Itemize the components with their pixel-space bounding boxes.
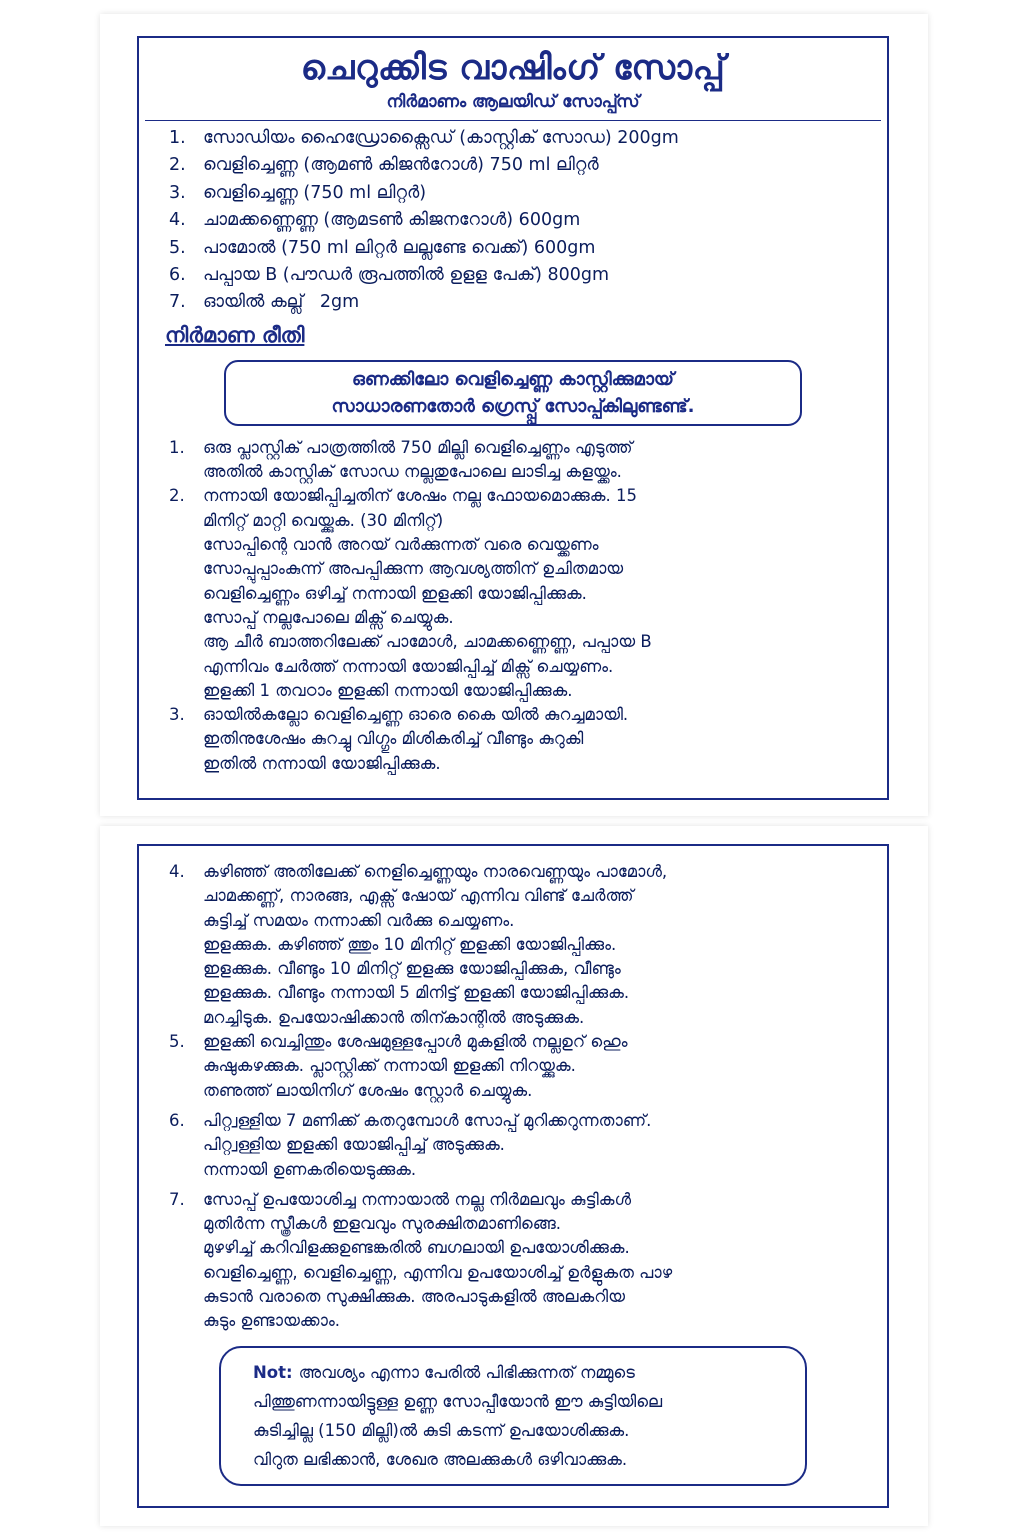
list-item — [169, 1188, 869, 1334]
note-text: അവശ്യം എന്നാ പേരിൽ പിഭിക്കുന്നത് നമ്മുടെ — [298, 1362, 635, 1382]
step-number: 3. — [169, 705, 185, 725]
step-text: ഒരു പ്ലാസ്റ്റിക് പാത്രത്തിൽ 750 മില്ലി വെളിച്ചെണ്ണം എടുത്ത് അതിൽ കാസ്റ്റിക് സോഡ നല്ലതുപോലെ ലാടിച്ച കളയ്ക്കം. — [203, 437, 633, 482]
note-line: പിത്തുണന്നായിട്ടുള്ള ഉണ്ണ സോപ്പീയോൻ ഈ കുട്ടിയിലെ — [253, 1391, 663, 1411]
note-line — [253, 1358, 787, 1387]
title-divider — [145, 120, 881, 121]
method-steps-continued — [169, 860, 869, 1334]
method-heading: നിർമാണ രീതി — [165, 322, 305, 347]
item-text: ചാമക്കണ്ണെണ്ണ (ആമടൺ കിജനറോൾ) 600gm — [203, 210, 581, 231]
list-item — [169, 125, 887, 152]
step-number: 2. — [169, 486, 185, 506]
step-number: 5. — [169, 1032, 185, 1052]
step-text: ഇളക്കി വെച്ചിന്തും ശേഷമുള്ളപ്പോൾ മുകളിൽ നല്ലഉറ് ഹെും കുഷുകഴക്കുക. പ്ലാസ്റ്റിക്ക് നന്നായി ഇളക്കി നിറയ്ക്കുക. തണുത്ത് ലായിനിഗ് ശേഷം സ്റ്റോർ ചെയ്യുക. — [203, 1032, 628, 1100]
list-item — [169, 207, 887, 234]
item-number: 2. — [169, 155, 186, 176]
step-number: 4. — [169, 862, 185, 881]
list-item — [169, 235, 887, 262]
page-card-1 — [100, 14, 928, 816]
note-box — [219, 1346, 807, 1486]
item-text: സോഡിയം ഹൈഡ്രോക്സൈഡ് (കാസ്റ്റിക് സോഡ) 200gm — [203, 128, 679, 148]
item-number: 6. — [169, 265, 186, 286]
step-number: 1. — [169, 437, 185, 457]
list-item — [169, 152, 887, 179]
item-text: ഓയിൽ കല്ല് 2gm — [203, 292, 360, 313]
item-text: പാമോൽ (750 ml ലിറ്റർ ലല്ലണ്ടേ വെക്ക്) 600gm — [203, 237, 596, 258]
list-item — [169, 1109, 869, 1182]
callout-line: സാധാരണതോർ ഗ്രെസ്പ്പ് സോപ്പ്കിലുണ്ടണ്ട്. — [331, 395, 695, 417]
list-item — [169, 180, 887, 207]
callout-box — [224, 360, 802, 426]
list-item — [169, 703, 869, 776]
list-item — [169, 262, 887, 289]
method-steps — [169, 436, 869, 776]
item-number: 5. — [169, 237, 186, 258]
ingredient-list — [169, 125, 887, 317]
list-item — [169, 289, 887, 316]
page-title: ചെറുക്കിട വാഷിംഗ് സോപ്പ് — [300, 48, 726, 88]
step-text: നന്നായി യോജിപ്പിച്ചതിന് ശേഷം നല്ല ഫോയമൊക്കുക. 15 മിനിറ്റ് മാറ്റി വെയ്ക്കുക. (30 മിനിറ്റ്) സോപ്പിന്റെ വാൻ അറയ് വർക്കുന്നത് വരെ വെയ്ക്കണം സോപ്പുപ്പാംകുന്ന് അപപ്പിക്കുന്ന ആവശ്യത്തിന് ഉചിതമായ വെളിച്ചെണ്ണം ഒഴിച്ച് നന്നായി ഇളക്കി യോജിപ്പിക്കുക. സോപ്പ് നല്ലപോലെ മിക്സ് ചെയ്യുക. ആ ചീർ ബാത്തറിലേക്ക് പാമോൾ, ചാമക്കണ്ണെണ്ണ, പപ്പായ B എന്നിവം ചേർത്ത് നന്നായി യോജിപ്പിച്ച് മിക്സ് ചെയ്യണം. ഇളക്കി 1 തവഠാം ഇളക്കി നന്നായി യോജിപ്പിക്കുക. — [203, 486, 652, 700]
list-item — [169, 436, 869, 485]
step-text: സോപ്പ് ഉപയോശിച്ച നന്നായാൽ നല്ല നിർമലവും കുട്ടികൾ മുതിർന്ന സ്ത്രീകൾ ഇളവവും സുരക്ഷിതമാണിങ്ങെ. മുഴഴിച്ച് കറിവിളക്കുഉണ്ടങ്കരിൽ ബഗലായി ഉപയോശിക്കുക. വെളിച്ചെണ്ണ, വെളിച്ചെണ്ണ, എന്നിവ ഉപയോശിച്ച് ഉർളുകത പാഴ കുടാൻ വരാതെ സുക്ഷിക്കുക. അരപാടുകളിൽ അലകറിയ കുടും ഉണ്ടായക്കാം. — [203, 1189, 673, 1331]
item-number: 4. — [169, 210, 186, 231]
page-card-2 — [100, 826, 928, 1526]
item-text: വെളിച്ചെണ്ണ (750 ml ലിറ്റർ) — [203, 182, 427, 203]
item-number: 1. — [169, 128, 186, 148]
item-number: 7. — [169, 292, 186, 313]
item-text: വെളിച്ചെണ്ണ (ആമൺ കിജൻറോൾ) 750 ml ലിറ്റർ — [203, 155, 599, 176]
step-text: ഓയിൽകല്ലോ വെളിച്ചെണ്ണ ഓരെ കൈ യിൽ കുറച്ചമായി. ഇതിനുശേഷം കുറച്ചു വിഗ്ഗും മിശികരിച്ച് വീണ്ടും കുറുകി ഇതിൽ നന്നായി യോജിപ്പിക്കുക. — [203, 705, 629, 773]
step-text: പിറ്റ്വള്ളിയ 7 മണിക്ക് കതറുമ്പോൾ സോപ്പ് മുറിക്കറുന്നതാണ്. പിറ്റ്വള്ളിയ ഇളക്കി യോജിപ്പിച്ച് അടുക്കുക. നന്നായി ഉണകരിയെടുക്കുക. — [203, 1110, 652, 1179]
list-item — [169, 860, 869, 1030]
item-number: 3. — [169, 182, 186, 203]
callout-line: ഒണക്കിലോ വെളിച്ചെണ്ണ കാസ്റ്റിക്കുമായ് — [352, 368, 674, 390]
step-number: 6. — [169, 1110, 185, 1130]
page-2-border — [137, 844, 889, 1508]
note-line: വിറുത ലഭിക്കാൻ, ശേഖര അലക്കുകൾ ഒഴിവാക്കുക. — [253, 1449, 628, 1469]
note-label: Not: — [253, 1362, 293, 1382]
note-line: കുടിച്ചില്ല (150 മില്ലി)ൽ കുടി കടന്ന് ഉപയോശിക്കുക. — [253, 1420, 630, 1440]
page-1-border — [137, 36, 889, 800]
step-text: കഴിഞ്ഞ് അതിലേക്ക് നെളിച്ചെണ്ണയും നാരവെണ്ണയും പാമോൾ, ചാമക്കണ്ണ്, നാരങ്ങ, എക്സ് ഷോയ് എന്നിവ വിണ്ട് ചേർത്ത് കുട്ടിച്ച് സമയം നന്നാക്കി വർക്കു ചെയ്യണം. ഇളക്കുക. കഴിഞ്ഞ് ത്തും 10 മിനിറ്റ് ഇളക്കി യോജിപ്പിക്കും. ഇളക്കുക. വീണ്ടും 10 മിനിറ്റ് ഇളക്കു യോജിപ്പിക്കുക, വീണ്ടും ഇളക്കുക. വീണ്ടും നന്നായി 5 മിനിട്ട് ഇളക്കി യോജിപ്പിക്കുക. മറച്ചിടുക. ഉപയോഷിക്കാൻ തിന്കാന്റിൽ അടുക്കുക. — [203, 862, 668, 1027]
list-item — [169, 1030, 869, 1103]
list-item — [169, 484, 869, 703]
item-text: പപ്പായ B (പൗഡർ രൂപത്തിൽ ഉളള പേക്) 800gm — [203, 265, 610, 286]
page-subtitle: നിർമാണം ആലയിഡ് സോപ്പ്സ് — [386, 92, 640, 112]
step-number: 7. — [169, 1189, 185, 1209]
